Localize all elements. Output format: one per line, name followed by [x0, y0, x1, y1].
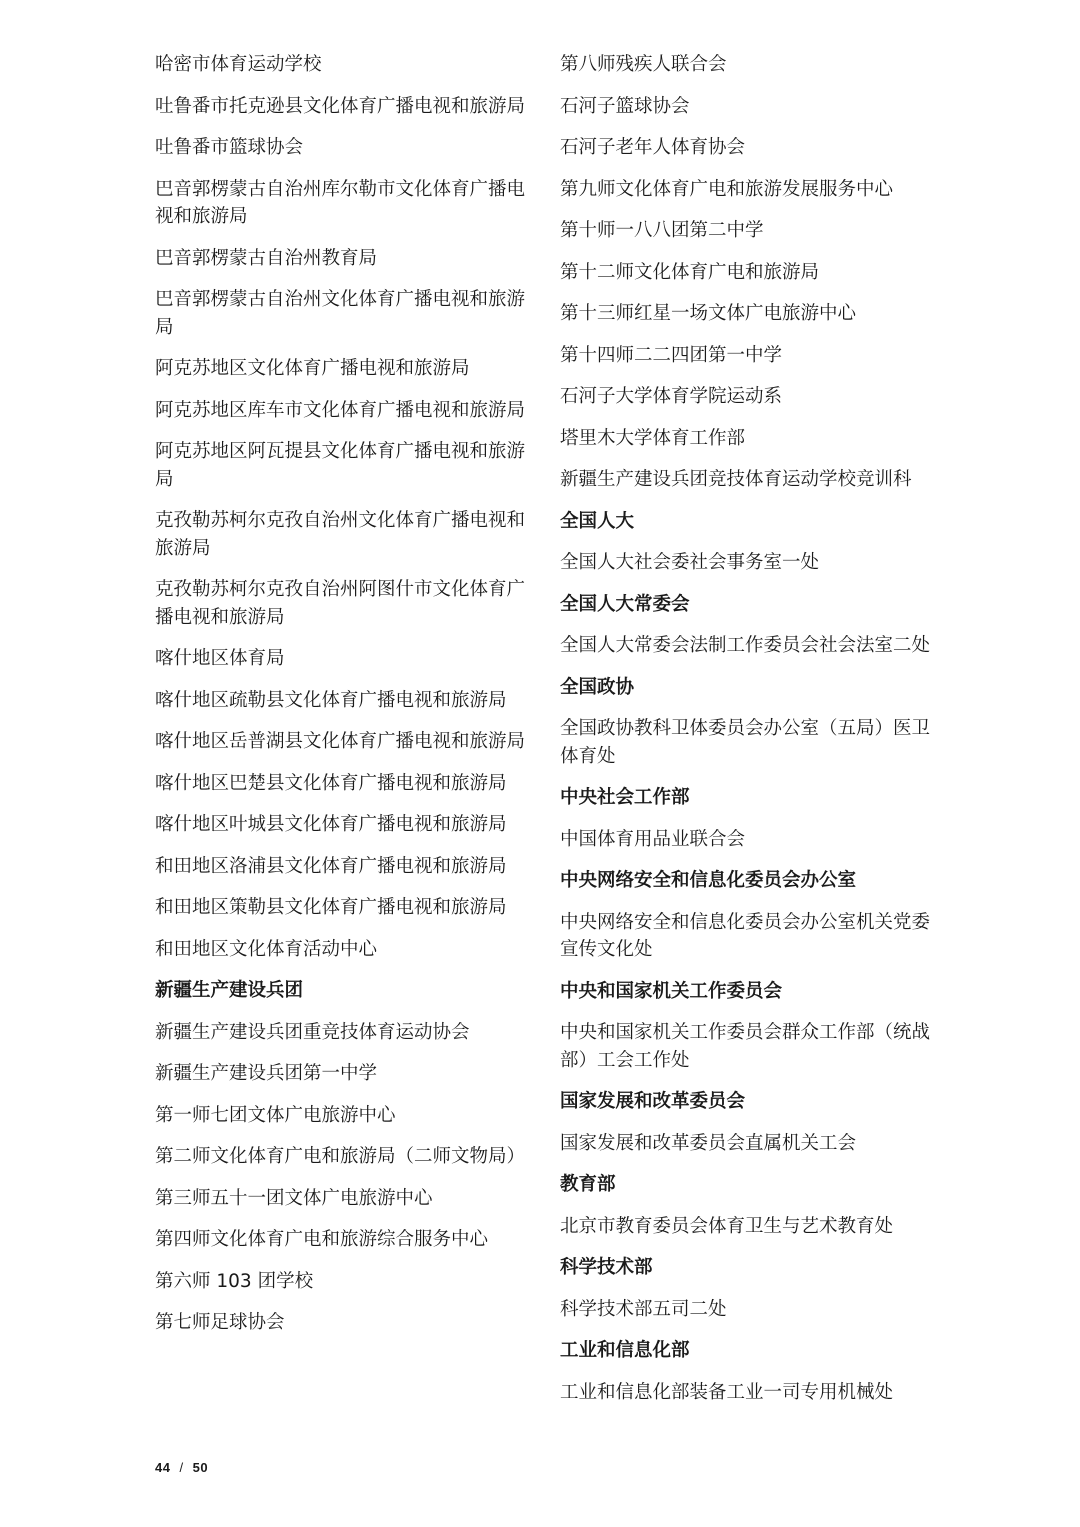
section-heading: 全国人大常委会 — [560, 593, 690, 615]
organization-entry: 阿克苏地区文化体育广播电视和旅游局 — [155, 358, 470, 379]
organization-entry: 第九师文化体育广电和旅游发展服务中心 — [560, 178, 894, 200]
organization-entry: 巴音郭楞蒙古自治州教育局 — [155, 247, 378, 269]
organization-entry: 全国人大社会委社会事务室一处 — [560, 552, 820, 573]
organization-entry: 巴音郭楞蒙古自治州文化体育广播电视和旅游局 — [155, 289, 526, 338]
organization-entry: 新疆生产建设兵团重竞技体育运动协会 — [155, 1021, 470, 1043]
organization-entry: 中央和国家机关工作委员会群众工作部（统战部）工会工作处 — [560, 1022, 931, 1071]
organization-entry: 喀什地区巴楚县文化体育广播电视和旅游局 — [155, 772, 507, 794]
organization-entry: 工业和信息化部装备工业一司专用机械处 — [560, 1381, 894, 1403]
section-heading: 全国人大 — [560, 510, 635, 532]
organization-entry: 国家发展和改革委员会直属机关工会 — [560, 1132, 857, 1154]
section-heading: 新疆生产建设兵团 — [155, 980, 304, 1001]
organization-entry: 第六师 103 团学校 — [155, 1270, 314, 1292]
organization-entry: 吐鲁番市托克逊县文化体育广播电视和旅游局 — [155, 95, 526, 117]
organization-entry: 石河子篮球协会 — [560, 95, 690, 117]
organization-entry: 第一师七团文体广电旅游中心 — [155, 1104, 396, 1126]
organization-entry: 第八师残疾人联合会 — [560, 54, 727, 75]
organization-entry: 石河子大学体育学院运动系 — [560, 386, 783, 407]
right-column — [560, 51, 932, 1420]
organization-entry: 第十三师红星一场文体广电旅游中心 — [560, 303, 857, 324]
organization-entry: 阿克苏地区库车市文化体育广播电视和旅游局 — [155, 399, 526, 421]
organization-entry: 和田地区策勒县文化体育广播电视和旅游局 — [155, 897, 507, 918]
organization-entry: 塔里木大学体育工作部 — [560, 427, 746, 449]
page-number — [155, 1460, 208, 1475]
organization-entry: 第二师文化体育广电和旅游局（二师文物局） — [155, 1146, 526, 1167]
organization-entry: 克孜勒苏柯尔克孜自治州文化体育广播电视和旅游局 — [155, 510, 526, 559]
organization-entry: 喀什地区疏勒县文化体育广播电视和旅游局 — [155, 689, 507, 711]
organization-entry: 第十二师文化体育广电和旅游局 — [560, 261, 820, 283]
organization-entry: 吐鲁番市篮球协会 — [155, 137, 304, 158]
section-heading: 中央网络安全和信息化委员会办公室 — [560, 870, 857, 891]
organization-entry: 哈密市体育运动学校 — [155, 54, 322, 75]
organization-entry: 第十四师二二四团第一中学 — [560, 344, 783, 366]
organization-entry: 第四师文化体育广电和旅游综合服务中心 — [155, 1229, 489, 1250]
organization-entry: 喀什地区岳普湖县文化体育广播电视和旅游局 — [155, 731, 526, 752]
organization-entry: 第三师五十一团文体广电旅游中心 — [155, 1187, 433, 1209]
organization-entry: 中央网络安全和信息化委员会办公室机关党委宣传文化处 — [560, 911, 931, 960]
organization-entry: 中国体育用品业联合会 — [560, 828, 746, 850]
section-heading: 教育部 — [560, 1174, 616, 1195]
section-heading: 科学技术部 — [560, 1257, 653, 1278]
organization-entry: 克孜勒苏柯尔克孜自治州阿图什市文化体育广播电视和旅游局 — [155, 579, 526, 628]
organization-entry: 石河子老年人体育协会 — [560, 137, 746, 158]
organization-entry: 和田地区文化体育活动中心 — [155, 938, 378, 960]
section-heading: 国家发展和改革委员会 — [560, 1091, 746, 1112]
organization-entry: 新疆生产建设兵团第一中学 — [155, 1063, 378, 1084]
left-column — [155, 51, 527, 1351]
organization-entry: 喀什地区体育局 — [155, 648, 285, 669]
section-heading: 全国政协 — [560, 676, 635, 698]
organization-entry: 北京市教育委员会体育卫生与艺术教育处 — [560, 1215, 894, 1237]
organization-entry: 第十师一八八团第二中学 — [560, 220, 764, 241]
organization-entry: 第七师足球协会 — [155, 1312, 285, 1333]
organization-entry: 巴音郭楞蒙古自治州库尔勒市文化体育广播电视和旅游局 — [155, 178, 526, 227]
page-separator: / — [179, 1460, 184, 1475]
organization-entry: 和田地区洛浦县文化体育广播电视和旅游局 — [155, 855, 507, 877]
organization-entry: 全国政协教科卫体委员会办公室（五局）医卫体育处 — [560, 718, 931, 767]
section-heading: 工业和信息化部 — [560, 1340, 690, 1361]
section-heading: 中央社会工作部 — [560, 787, 690, 808]
current-page-number: 44 — [155, 1460, 171, 1475]
total-pages-number: 50 — [192, 1460, 209, 1475]
section-heading: 中央和国家机关工作委员会 — [560, 980, 783, 1002]
organization-entry: 新疆生产建设兵团竞技体育运动学校竞训科 — [560, 469, 912, 490]
organization-entry: 阿克苏地区阿瓦提县文化体育广播电视和旅游局 — [155, 441, 526, 490]
organization-entry: 全国人大常委会法制工作委员会社会法室二处 — [560, 635, 931, 656]
organization-entry: 喀什地区叶城县文化体育广播电视和旅游局 — [155, 814, 507, 835]
organization-entry: 科学技术部五司二处 — [560, 1298, 727, 1320]
